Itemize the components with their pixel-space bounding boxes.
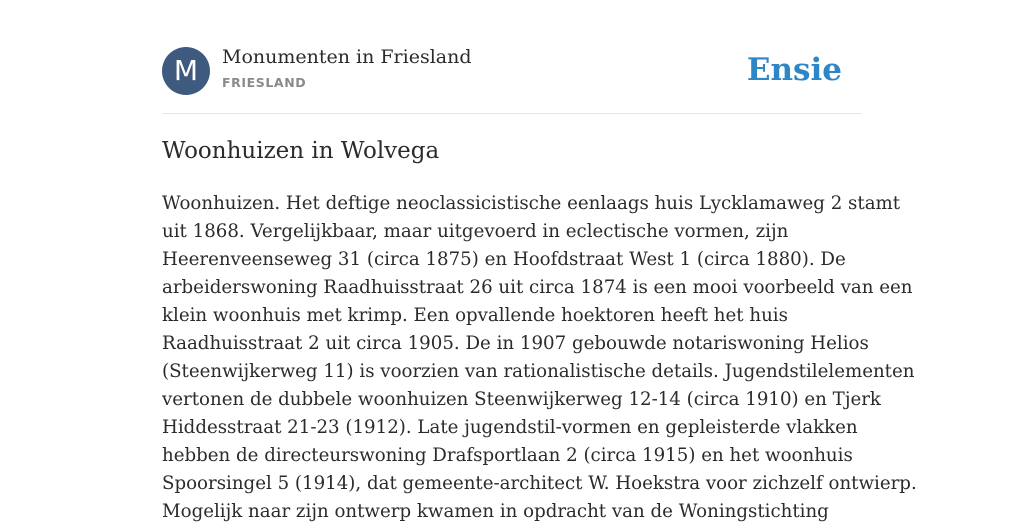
divider: [162, 113, 862, 114]
brand-logo[interactable]: Ensie: [746, 52, 842, 88]
body-line: klein woonhuis met krimp. Een opvallende hoektoren heeft het huis: [162, 305, 788, 326]
header: [162, 46, 862, 96]
body-line: Hiddesstraat 21-23 (1912). Late jugendstil-vormen en gepleisterde vlakken: [162, 417, 858, 438]
body-line: Heerenveenseweg 31 (circa 1875) en Hoofdstraat West 1 (circa 1880). De: [162, 249, 846, 270]
book-title[interactable]: Monumenten in Friesland: [222, 46, 472, 68]
body-line: arbeiderswoning Raadhuisstraat 26 uit circa 1874 is een mooi voorbeeld van een: [162, 277, 913, 298]
body-line: Mogelijk naar zijn ontwerp kwamen in opdracht van de Woningstichting: [162, 501, 829, 522]
body-line: hebben de directeurswoning Drafsportlaan 2 (circa 1915) en het woonhuis: [162, 445, 853, 466]
entry-title: Woonhuizen in Wolvega: [162, 138, 440, 164]
book-subtitle: FRIESLAND: [222, 75, 307, 90]
body-line: vertonen de dubbele woonhuizen Steenwijkerweg 12-14 (circa 1910) en Tjerk: [162, 389, 881, 410]
entry-body: [162, 190, 917, 526]
body-line: (Steenwijkerweg 11) is voorzien van rationalistische details. Jugendstilelementen: [162, 361, 915, 382]
avatar[interactable]: M: [162, 47, 210, 95]
body-line: Raadhuisstraat 2 uit circa 1905. De in 1907 gebouwde notariswoning Helios: [162, 333, 869, 354]
body-line: Spoorsingel 5 (1914), dat gemeente-architect W. Hoekstra voor zichzelf ontwierp.: [162, 473, 917, 494]
body-line: uit 1868. Vergelijkbaar, maar uitgevoerd in eclectische vormen, zijn: [162, 221, 789, 242]
body-line: Woonhuizen. Het deftige neoclassicistische eenlaags huis Lycklamaweg 2 stamt: [162, 193, 901, 214]
